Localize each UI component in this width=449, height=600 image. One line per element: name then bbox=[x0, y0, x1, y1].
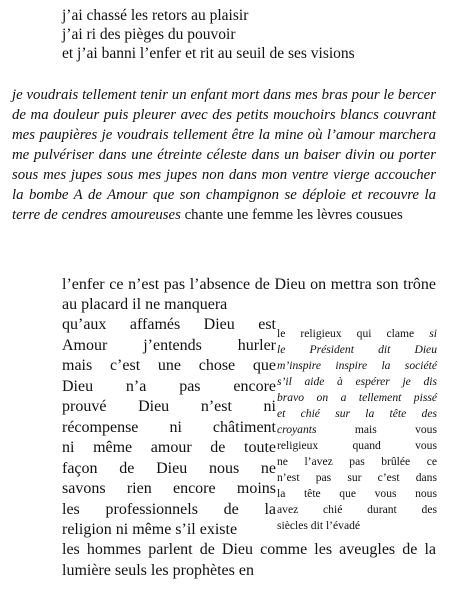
side-note-line bbox=[277, 374, 437, 390]
side-note-roman: avez chié durant des bbox=[277, 503, 437, 516]
side-note-italic: le Président dit Dieu bbox=[277, 343, 437, 356]
side-note-line bbox=[277, 454, 437, 470]
side-note-line bbox=[277, 390, 437, 406]
side-note-line bbox=[277, 422, 437, 438]
prose-italic-text: je voudrais tellement tenir un enfant mort dans mes bras pour le bercer de ma douleur puis pleurer avec des petits mouchoirs blancs couvrant mes paupières je voudrais tellement être la mine où l’amour marchera me pulvériser dans une étreinte céleste dans un baiser divin ou porter sous mes jupes sous mes jupes non dans mon ventre vierge accoucher la bombe A de Amour que son champignon se déploie et recouvre la terre de cendres amoureuses bbox=[12, 87, 436, 223]
left-column-line: savons rien encore moins bbox=[62, 480, 276, 497]
stanza-line: j’ai ri des pièges du pouvoir bbox=[62, 26, 236, 43]
left-column-line: prouvé Dieu n’est ni bbox=[62, 398, 276, 415]
italic-prose-paragraph bbox=[12, 85, 436, 225]
left-column-line: qu’aux affamés Dieu est bbox=[62, 316, 276, 333]
left-column-line: mais c’est une chose que bbox=[62, 357, 276, 374]
side-note-roman: ne l’avez pas brûlée ce bbox=[277, 455, 437, 468]
closing-text: les hommes parlent de Dieu comme les aveugles de la lumière seuls les prophètes en bbox=[62, 541, 436, 579]
left-column-line: religion ni même s’il existe bbox=[62, 521, 238, 538]
left-column-line: les professionnels de la bbox=[62, 500, 276, 518]
side-note-roman: siècles dit l’évadé bbox=[277, 519, 361, 532]
left-column-line: façon de Dieu nous ne bbox=[62, 459, 276, 477]
side-note-roman: la tête que vous nous bbox=[277, 487, 437, 500]
prose-roman-text: chante une femme les lèvres cousues bbox=[180, 207, 403, 223]
side-note-line bbox=[277, 438, 437, 454]
opening-stanza bbox=[62, 6, 442, 63]
left-column-line: récompense ni châtiment bbox=[62, 418, 276, 436]
side-note-italic: s’il aide à espérer je dis bbox=[277, 375, 437, 388]
side-note-italic: bravo on a tellement pissé bbox=[277, 391, 437, 404]
side-note-line bbox=[277, 502, 437, 518]
left-column-line: Dieu n’a pas encore bbox=[62, 377, 276, 395]
column-intro-text: l’enfer ce n’est pas l’absence de Dieu on mettra son trône au placard il ne manquera bbox=[62, 276, 436, 313]
side-note-italic: m’inspire inspire la société bbox=[277, 359, 437, 372]
side-note-italic: et chié sur la tête des bbox=[277, 407, 437, 420]
left-column-line: Amour j’entends hurler bbox=[62, 336, 276, 354]
side-note-line bbox=[277, 358, 437, 374]
side-note-line bbox=[277, 342, 437, 358]
side-note-italic: croyants bbox=[277, 423, 317, 436]
side-note-roman: n’est pas sur c’est dans bbox=[277, 471, 437, 484]
left-column-text bbox=[62, 315, 276, 541]
side-note-line bbox=[277, 518, 437, 534]
side-note-italic: si bbox=[429, 327, 437, 340]
side-note-roman: le religieux qui clame bbox=[277, 327, 430, 340]
side-note-line bbox=[277, 406, 437, 422]
side-note-line bbox=[277, 326, 437, 342]
side-note-roman: mais vous bbox=[316, 423, 437, 436]
left-column-line: ni même amour de toute bbox=[62, 439, 276, 456]
stanza-line: j’ai chassé les retors au plaisir bbox=[62, 7, 249, 24]
side-note-line bbox=[277, 470, 437, 486]
side-note-line bbox=[277, 486, 437, 502]
side-note-roman: religieux quand vous bbox=[277, 439, 437, 452]
side-note-box bbox=[277, 326, 437, 534]
stanza-line: et j’ai banni l’enfer et rit au seuil de ses visions bbox=[62, 45, 355, 62]
